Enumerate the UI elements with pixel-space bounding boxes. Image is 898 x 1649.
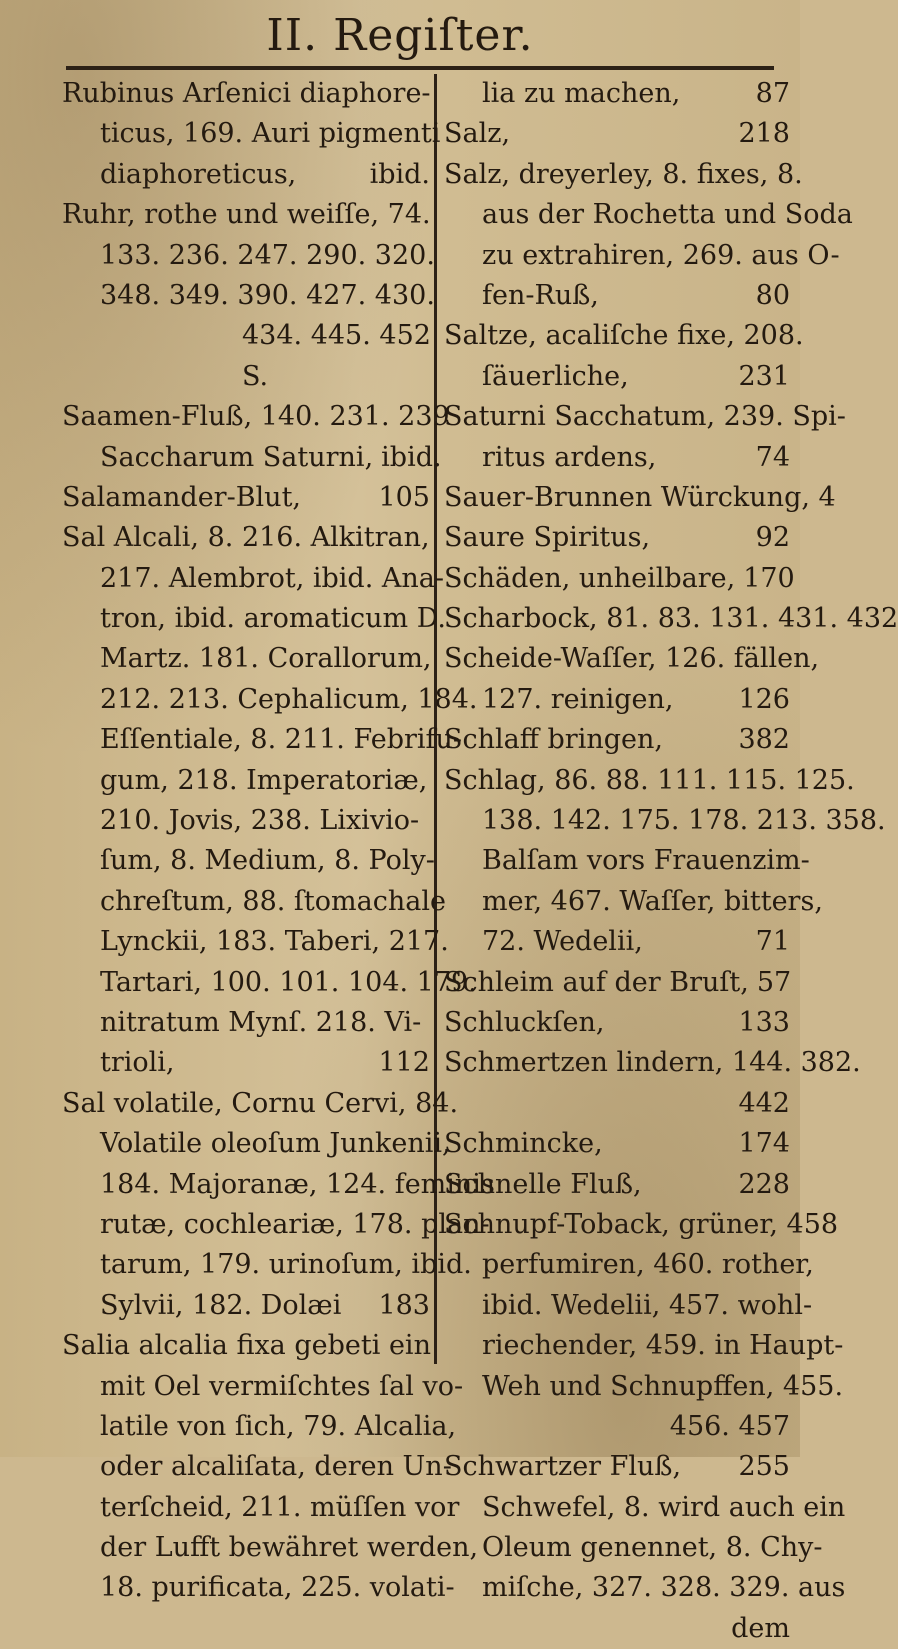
entry-text: Sal volatile, Cornu Cervi, 84. bbox=[62, 1087, 459, 1119]
entry-text: terſcheid, 211. müſſen vor bbox=[100, 1491, 460, 1523]
index-entry-line bbox=[62, 114, 441, 154]
index-entry-line bbox=[62, 1165, 495, 1205]
index-entry-line bbox=[62, 801, 430, 841]
index-entry-line bbox=[62, 1003, 430, 1043]
entry-page-number: 126 bbox=[738, 683, 790, 715]
index-entry-line bbox=[62, 882, 446, 922]
index-entry-line bbox=[62, 1367, 464, 1407]
index-entry-line bbox=[62, 1043, 430, 1083]
index-entry-line bbox=[444, 1488, 846, 1528]
entry-text: ticus, 169. Auri pigmenti bbox=[100, 118, 441, 150]
index-entry-line bbox=[62, 236, 435, 276]
entry-text: mit Oel vermiſchtes ſal vo- bbox=[100, 1370, 464, 1402]
index-entry-line bbox=[62, 559, 444, 599]
entry-text: 184. Majoranæ, 124. feminis bbox=[100, 1168, 495, 1200]
index-entry-line bbox=[444, 1124, 790, 1164]
entry-page-number: 382 bbox=[738, 724, 790, 756]
entry-page-number: 133 bbox=[738, 1006, 790, 1038]
index-entry-line bbox=[444, 1326, 844, 1366]
index-entry-line bbox=[62, 922, 449, 962]
entry-text: gum, 218. Imperatoriæ, bbox=[100, 764, 428, 796]
entry-text: chreſtum, 88. ſtomachale bbox=[100, 885, 446, 917]
entry-page-number: 80 bbox=[755, 279, 790, 311]
entry-text: diaphoreticus, bbox=[100, 158, 297, 190]
entry-text: latile von ſich, 79. Alcalia, bbox=[100, 1410, 457, 1442]
entry-text: 217. Alembrot, ibid. Ana- bbox=[100, 562, 444, 594]
entry-text: nitratum Mynſ. 218. Vi- bbox=[100, 1006, 422, 1038]
entry-text: 348. 349. 390. 427. 430. bbox=[100, 279, 435, 311]
entry-text: 18. purificata, 225. volati- bbox=[100, 1572, 455, 1604]
index-entry-line bbox=[444, 639, 820, 679]
index-entry-line bbox=[444, 801, 886, 841]
entry-text: Volatile oleoſum Junkenii, bbox=[100, 1128, 451, 1160]
entry-text: Schwartzer Fluß, bbox=[444, 1451, 682, 1483]
entry-page-number: 442 bbox=[738, 1087, 790, 1119]
index-entry-line bbox=[62, 680, 478, 720]
entry-text: rutæ, cochleariæ, 178. plan- bbox=[100, 1208, 490, 1240]
entry-text: Martz. 181. Corallorum, bbox=[100, 643, 432, 675]
entry-text: riechender, 459. in Haupt- bbox=[482, 1330, 844, 1362]
index-entry-line bbox=[444, 1245, 814, 1285]
index-entry-line bbox=[62, 761, 430, 801]
index-entry-line bbox=[62, 155, 430, 195]
entry-text: ſäuerliche, bbox=[482, 360, 629, 392]
entry-page-number: 170 bbox=[743, 562, 795, 594]
index-entry-line bbox=[444, 882, 823, 922]
entry-text: aus der Rochetta und Soda bbox=[482, 199, 853, 231]
entry-text: miſche, 327. 328. 329. aus bbox=[482, 1572, 846, 1604]
entry-page-number: 174 bbox=[738, 1128, 790, 1160]
entry-text: Oleum genennet, 8. Chy- bbox=[482, 1532, 823, 1564]
index-entry-line bbox=[62, 518, 430, 558]
entry-text: trioli, bbox=[100, 1047, 175, 1079]
index-entry-line bbox=[444, 1568, 846, 1608]
entry-text: tron, ibid. aromaticum D. bbox=[100, 603, 446, 635]
index-entry-line bbox=[62, 1326, 430, 1366]
right-column bbox=[444, 74, 898, 1649]
entry-text: Saltze, acaliſche fixe, 208. bbox=[444, 320, 804, 352]
index-entry-line bbox=[444, 1528, 823, 1568]
entry-text: 138. 142. 175. 178. 213. 358. bbox=[482, 805, 886, 837]
index-entry-line bbox=[62, 357, 430, 397]
entry-text: Eſſentiale, 8. 211. Febrifu- bbox=[100, 724, 463, 756]
index-entry-line bbox=[62, 1245, 472, 1285]
entry-text: S. bbox=[242, 360, 269, 392]
entry-text: Schluckſen, bbox=[444, 1006, 605, 1038]
index-entry-line bbox=[62, 841, 435, 881]
index-entry-line bbox=[62, 1488, 460, 1528]
index-entry-line bbox=[444, 155, 803, 195]
entry-page-number: 57 bbox=[756, 966, 792, 998]
index-entry-line bbox=[444, 1367, 844, 1407]
entry-text: Balſam vors Frauenzim- bbox=[482, 845, 810, 877]
entry-text: Schlag, 86. 88. 111. 115. 125. bbox=[444, 764, 855, 796]
entry-text: Lynckii, 183. Taberi, 217. bbox=[100, 926, 449, 958]
index-entry-line bbox=[444, 357, 790, 397]
entry-text: Sylvii, 182. Dolæi bbox=[100, 1289, 342, 1321]
entry-text: Schnelle Fluß, bbox=[444, 1168, 642, 1200]
entry-text: Schleim auf der Bruſt, bbox=[444, 966, 749, 998]
entry-text: fen-Ruß, bbox=[482, 279, 599, 311]
entry-page-number: dem bbox=[731, 1612, 790, 1644]
index-entry-line bbox=[444, 559, 795, 599]
entry-text: Schwefel, 8. wird auch ein bbox=[482, 1491, 846, 1523]
entry-page-number: 87 bbox=[755, 78, 790, 109]
index-entry-line bbox=[444, 74, 790, 114]
index-entry-line bbox=[62, 276, 435, 316]
index-entry-line bbox=[444, 1165, 790, 1205]
entry-text: zu extrahiren, 269. aus O- bbox=[482, 239, 840, 271]
index-entry-line bbox=[62, 195, 430, 235]
entry-page-number: 92 bbox=[755, 522, 790, 554]
entry-text: Ruhr, rothe und weiſſe, 74. bbox=[62, 199, 431, 231]
entry-text: Schmincke, bbox=[444, 1128, 603, 1160]
index-entry-line bbox=[444, 397, 846, 437]
entry-page-number: ibid. bbox=[381, 441, 442, 473]
index-entry-line bbox=[444, 114, 790, 154]
entry-text: mer, 467. Waſſer, bitters, bbox=[482, 885, 823, 917]
entry-text: Salz, bbox=[444, 118, 511, 150]
index-entry-line bbox=[62, 1447, 452, 1487]
index-entry-line bbox=[444, 761, 855, 801]
entry-text: 133. 236. 247. 290. 320. bbox=[100, 239, 435, 271]
entry-text: Weh und Schnupffen, 455. bbox=[482, 1370, 844, 1402]
entry-text: 72. Wedelii, bbox=[482, 926, 643, 958]
entry-text bbox=[444, 1609, 482, 1649]
index-entry-line bbox=[444, 438, 790, 478]
index-entry-line bbox=[62, 438, 442, 478]
entry-text: Schmertzen lindern, 144. 382. bbox=[444, 1047, 861, 1079]
index-entry-line bbox=[62, 74, 430, 114]
entry-text: ibid. Wedelii, 457. wohl- bbox=[482, 1289, 813, 1321]
index-entry-line bbox=[62, 1528, 479, 1568]
entry-page-number: 218 bbox=[738, 118, 790, 150]
entry-page-number: 71 bbox=[755, 926, 790, 958]
index-entry-line bbox=[444, 195, 853, 235]
entry-page-number: 105 bbox=[378, 481, 430, 513]
entry-text: Salamander-Blut, bbox=[62, 481, 302, 513]
entry-text: Saamen-Fluß, 140. 231. 239 bbox=[62, 401, 450, 433]
index-entry-line bbox=[444, 1609, 790, 1649]
index-entry-line bbox=[62, 963, 477, 1003]
index-entry-line bbox=[62, 1286, 430, 1326]
entry-page-number: 183 bbox=[378, 1289, 430, 1321]
entry-text bbox=[444, 1407, 482, 1447]
index-entry-line bbox=[444, 599, 898, 639]
index-entry-line bbox=[62, 1205, 490, 1245]
header-rule bbox=[66, 66, 774, 70]
index-entry-line bbox=[62, 1568, 455, 1608]
index-entry-line bbox=[444, 316, 804, 356]
index-entry-line bbox=[444, 1447, 790, 1487]
entry-text: Salia alcalia fixa gebeti ein bbox=[62, 1330, 431, 1362]
index-entry-line bbox=[62, 1084, 459, 1124]
index-entry-line bbox=[62, 1407, 457, 1447]
entry-text: Sauer-Brunnen Würckung, 4 bbox=[444, 481, 836, 513]
entry-text: Schnupf-Toback, grüner, 458 bbox=[444, 1208, 839, 1240]
entry-page-number: 112 bbox=[378, 1047, 430, 1079]
index-entry-line bbox=[444, 841, 810, 881]
index-entry-line bbox=[444, 276, 790, 316]
entry-text: tarum, 179. urinoſum, ibid. bbox=[100, 1249, 472, 1281]
entry-text bbox=[444, 1084, 482, 1124]
entry-text: 127. reinigen, bbox=[482, 683, 674, 715]
index-entry-line bbox=[62, 397, 450, 437]
entry-text: 434. 445. 452 bbox=[242, 320, 431, 352]
index-entry-line bbox=[444, 922, 790, 962]
entry-text: Salz, dreyerley, 8. fixes, 8. bbox=[444, 158, 803, 190]
entry-page-number: 228 bbox=[738, 1168, 790, 1200]
index-entry-line bbox=[444, 1084, 790, 1124]
entry-text: 210. Jovis, 238. Lixivio- bbox=[100, 805, 420, 837]
entry-text: Tartari, 100. 101. 104. 179. bbox=[100, 966, 477, 998]
entry-page-number: 231 bbox=[738, 360, 790, 392]
page-header: II. Regiſter. bbox=[266, 10, 534, 61]
entry-page-number: ibid. bbox=[369, 158, 430, 190]
index-entry-line bbox=[62, 599, 446, 639]
index-entry-line bbox=[62, 316, 430, 356]
index-entry-line bbox=[444, 720, 790, 760]
entry-text: Scheide-Waſſer, 126. fällen, bbox=[444, 643, 820, 675]
index-entry-line bbox=[62, 1124, 451, 1164]
index-entry-line bbox=[444, 1407, 790, 1447]
entry-text: ritus ardens, bbox=[482, 441, 657, 473]
entry-text: Schlaff bringen, bbox=[444, 724, 663, 756]
entry-page-number: 74 bbox=[755, 441, 790, 473]
index-entry-line bbox=[444, 1003, 790, 1043]
index-entry-line bbox=[444, 1205, 839, 1245]
index-entry-line bbox=[62, 639, 430, 679]
entry-text: Saccharum Saturni, bbox=[100, 441, 374, 473]
entry-text: Saure Spiritus, bbox=[444, 522, 651, 554]
index-entry-line bbox=[444, 1043, 861, 1083]
entry-text: Saturni Sacchatum, 239. Spi- bbox=[444, 401, 846, 433]
index-entry-line bbox=[444, 963, 790, 1003]
entry-text: Scharbock, 81. 83. 131. 431. 432 bbox=[444, 603, 898, 635]
entry-page-number: 255 bbox=[738, 1451, 790, 1483]
entry-text: Schäden, unheilbare, bbox=[444, 562, 736, 594]
entry-text: der Lufft bewähret werden, bbox=[100, 1532, 479, 1564]
entry-text: 212. 213. Cephalicum, 184. bbox=[100, 683, 478, 715]
index-entry-line bbox=[444, 518, 790, 558]
index-entry-line bbox=[444, 478, 836, 518]
entry-text: lia zu machen, bbox=[482, 78, 681, 109]
index-entry-line bbox=[444, 680, 790, 720]
index-entry-line bbox=[444, 236, 840, 276]
entry-text: oder alcaliſata, deren Un- bbox=[100, 1451, 452, 1483]
index-entry-line bbox=[444, 1286, 813, 1326]
entry-text: Sal Alcali, 8. 216. Alkitran, bbox=[62, 522, 430, 554]
entry-text: ſum, 8. Medium, 8. Poly- bbox=[100, 845, 435, 877]
index-entry-line bbox=[62, 478, 430, 518]
index-entry-line bbox=[62, 720, 463, 760]
entry-text: Rubinus Arſenici diaphore- bbox=[62, 78, 431, 109]
entry-page-number: 456. 457 bbox=[669, 1410, 790, 1442]
entry-text: perfumiren, 460. rother, bbox=[482, 1249, 814, 1281]
